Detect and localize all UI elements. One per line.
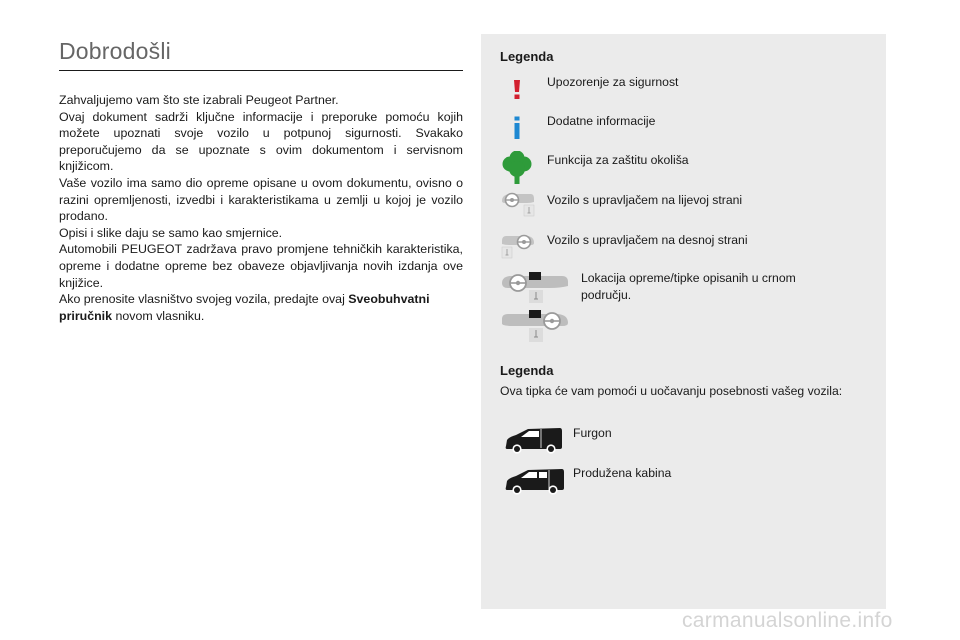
legend-item-label: Upozorenje za sigurnost [547, 75, 679, 89]
extended-cab-van-icon [504, 467, 566, 502]
intro-text [59, 92, 463, 324]
rhd-steering-icon [501, 233, 535, 264]
info-icon [511, 116, 523, 145]
intro-text-span: novom vlasniku. [112, 308, 205, 323]
dashboard-location-icon [500, 271, 570, 348]
legend-item-label: Dodatne informacije [547, 114, 656, 128]
watermark: carmanualsonline.info [682, 609, 893, 632]
legend-heading: Legenda [500, 363, 554, 378]
lhd-steering-icon [501, 191, 535, 222]
legend-item-label: Produžena kabina [573, 466, 672, 480]
intro-paragraph: Vaše vozilo ima samo dio opreme opisane u ovom dokumentu, ovisno o razini opremljenosti, izvedbi i karakteristikama u zemlji u kojoj je vozilo prodano. [59, 175, 463, 224]
legend-item-label: Furgon [573, 426, 612, 440]
intro-paragraph [59, 291, 463, 324]
manual-name-bold: Sveobuhvatni priručnik [59, 292, 430, 323]
page-title: Dobrodošli [59, 38, 171, 64]
legend-item-label: Vozilo s upravljačem na lijevoj strani [547, 193, 743, 207]
intro-paragraph: Opisi i slike daju se samo kao smjernice. [59, 225, 283, 240]
van-icon [504, 426, 564, 461]
title-rule [59, 70, 463, 71]
exclamation-icon [511, 79, 523, 106]
legend-heading: Legenda [500, 49, 554, 64]
legend-item-label: Funkcija za zaštitu okoliša [547, 153, 689, 167]
intro-paragraph: Ovaj dokument sadrži ključne informacije i preporuke pomoću kojih možete upoznati svoje vozilo u potpunoj sigurnosti. Svakako preporučujemo da se upoznate s ovim dokumentom i servisnom knjižicom. [59, 109, 463, 174]
intro-paragraph: Automobili PEUGEOT zadržava pravo promjene tehničkih karakteristika, opreme i dodatne opreme bez obaveze objavljivanja novih izdanja ove knjižice. [59, 242, 463, 290]
intro-text-span: Ako prenosite vlasništvo svojeg vozila, predajte ovaj [59, 292, 349, 307]
legend-description: Ova tipka će vam pomoći u uočavanju posebnosti vašeg vozila: [500, 384, 843, 398]
legend-item-label: Lokacija opreme/tipke opisanih u crnom području. [581, 271, 796, 302]
intro-paragraph: Zahvaljujemo vam što ste izabrali Peugeot Partner. [59, 93, 339, 107]
tree-icon [501, 151, 533, 190]
legend-item-label: Vozilo s upravljačem na desnoj strani [547, 233, 748, 247]
